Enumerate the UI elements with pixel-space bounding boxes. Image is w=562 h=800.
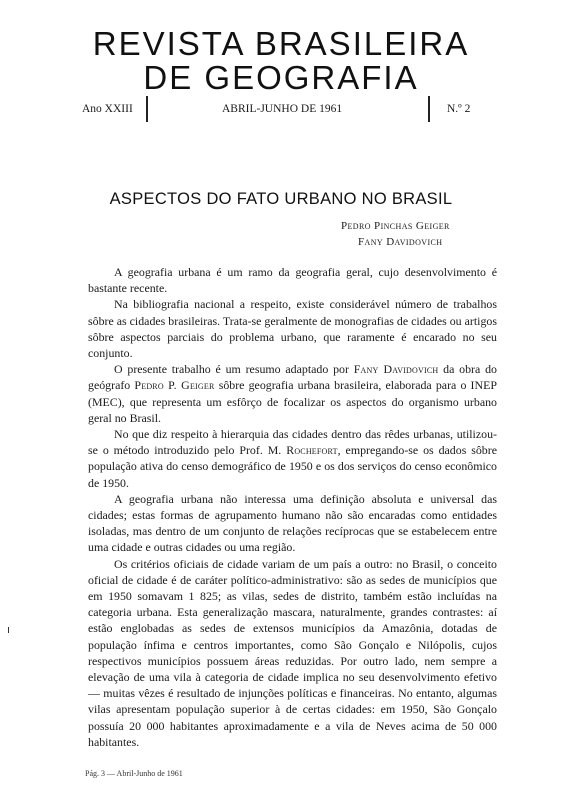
page-footer: Pág. 3 — Abril-Junho de 1961 (85, 769, 183, 778)
issue-year: Ano XXIII (82, 103, 133, 115)
text-run: da obra do geógrafo (88, 362, 497, 393)
issue-info-bar (82, 100, 492, 120)
paragraph (88, 426, 497, 491)
person-name: Fany Davidovich (353, 362, 439, 377)
author-name: Fany Davidovich (358, 236, 443, 248)
issue-period: ABRIL-JUNHO DE 1961 (222, 103, 343, 115)
person-name: Rochefort (286, 443, 338, 458)
author-name: Pedro Pinchas Geiger (341, 220, 450, 232)
person-name: Pedro P. Geiger (134, 378, 215, 393)
text-run: No que diz respeito à hierarquia das cidades dentro das rêdes urbanas, utilizou-se o método introduzido pelo Prof. M. (88, 427, 497, 458)
text-run: sôbre geografia urbana brasileira, elaborada para o INEP (MEC), que representa um esfôrço de focalizar os aspectos do organismo urbano geral no Brasil. (88, 378, 497, 425)
paragraph: Os critérios oficiais de cidade variam de um país a outro: no Brasil, o conceito oficial de cidade é de caráter político-administrativo: são as sedes de municípios que em 1950 somavam 1 825; as vilas, sedes de distrito, também estão incluídas na categoria urbana. Esta generalização mascara, naturalmente, grandes contrastes: aí estão englobadas as sedes de extensos municípios da Amazônia, dotadas de população ínfima e centros importantes, como São Gonçalo e Nilópolis, cujos respectivos municípios possuem áreas reduzidas. Por outro lado, nem sempre a elevação de uma vila à categoria de cidade implica no seu desenvolvimento efetivo — muitas vêzes é resultado de injunções políticas e financeiras. No entanto, algumas vilas apresentam população superior à de certas cidades: em 1950, São Gonçalo possuía 20 000 habitantes aproximadamente e a vila de Neves acima de 50 000 habitantes. (88, 556, 497, 749)
margin-mark (8, 627, 9, 633)
article-body (88, 264, 497, 750)
journal-title-line2: DE GEOGRAFIA (143, 59, 419, 96)
paragraph: A geografia urbana é um ramo da geografia geral, cujo desenvolvimento é bastante recente. (88, 265, 497, 296)
journal-title-line1: REVISTA BRASILEIRA (92, 25, 470, 62)
issue-divider-left (146, 96, 148, 122)
article-title: ASPECTOS DO FATO URBANO NO BRASIL (109, 190, 453, 208)
issue-number: N.º 2 (447, 103, 471, 115)
paragraph: A geografia urbana não interessa uma definição absoluta e universal das cidades; estas formas de agrupamento humano não são encaradas como entidades isoladas, mas dentro de um conjunto de relações recíprocas que se estabelecem entre uma cidade e outras cidades ou uma região. (88, 491, 497, 555)
issue-divider-right (428, 96, 430, 122)
text-run: , empregando-se os dados sôbre população ativa do censo demográfico de 1950 e os dos serviços do censo econômico de 1950. (88, 443, 497, 490)
paragraph (88, 361, 497, 426)
text-run: O presente trabalho é um resumo adaptado por (114, 362, 349, 377)
paragraph: Na bibliografia nacional a respeito, existe considerável número de trabalhos sôbre as cidades brasileiras. Trata-se geralmente de monografias de cidades ou artigos sôbre aspectos parciais do problema urbano, que raramente é encarado no seu conjunto. (88, 297, 497, 361)
